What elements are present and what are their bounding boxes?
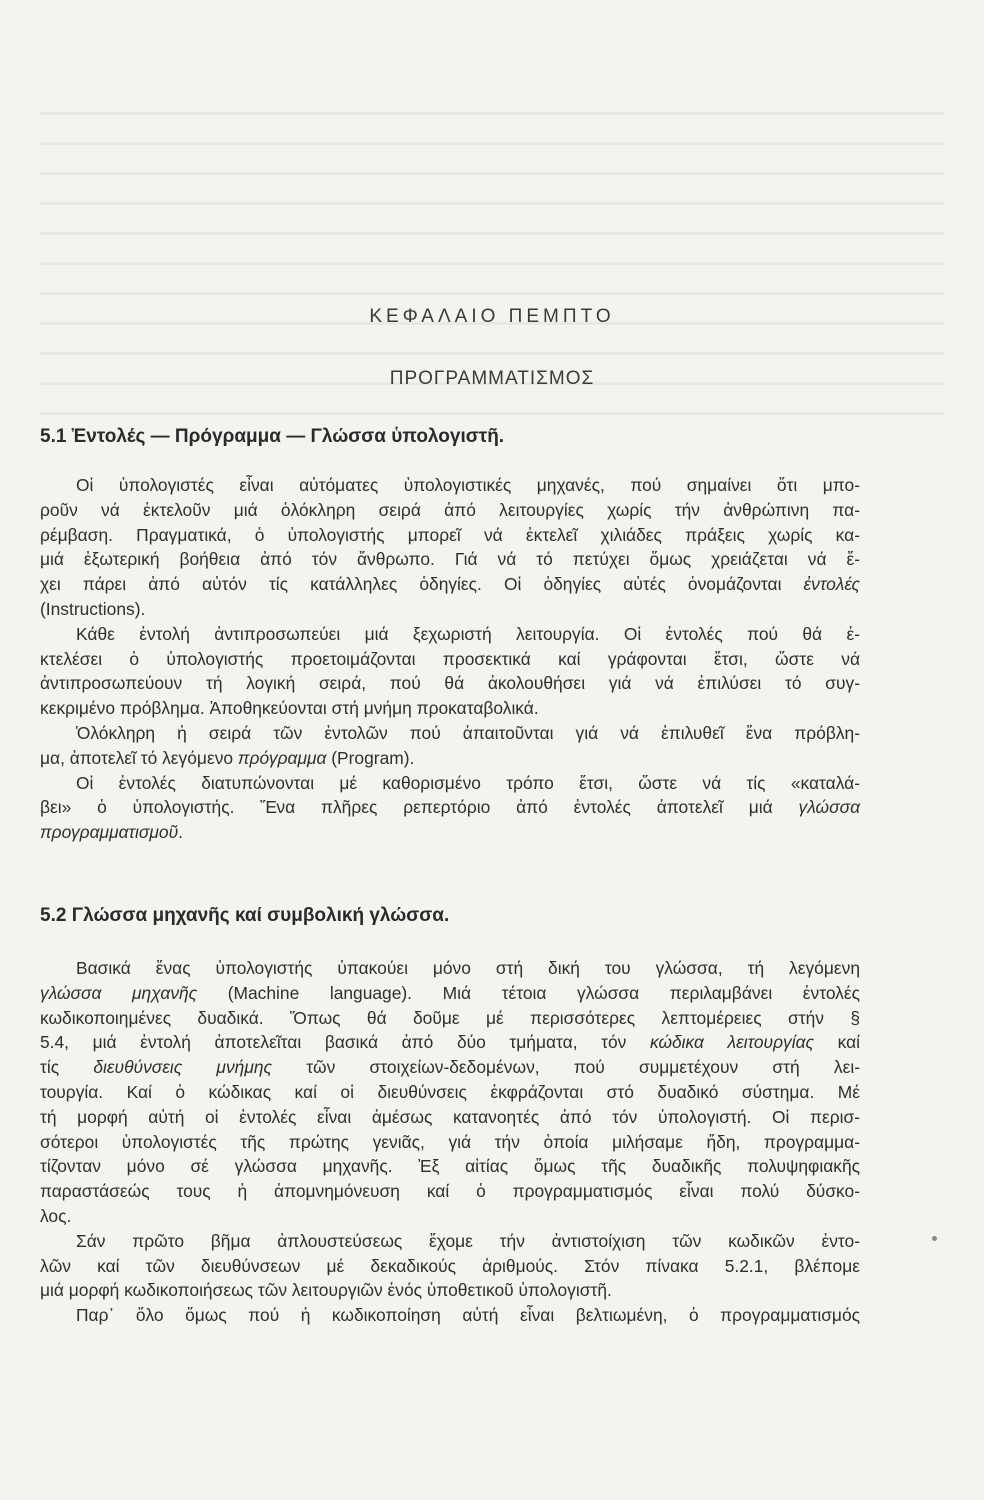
text-line: προγραμματισμοῦ.: [40, 822, 183, 843]
text-line: ροῦν νά ἐκτελοῦν μιά ὁλόκληρη σειρά ἀπό λειτουργίες χωρίς τήν ἀνθρώπινη πα-: [40, 499, 860, 520]
section-heading-5-2: 5.2 Γλώσσα μηχανῆς καί συμβολική γλώσσα.: [40, 905, 450, 926]
text-line: 5.4, μιά ἐντολή ἀποτελεῖται βασικά ἀπό δύο τμήματα, τόν κώδικα λειτουργίας καί: [40, 1032, 860, 1053]
ink-speck: [932, 1236, 937, 1241]
text-line: μα, ἀποτελεῖ τό λεγόμενο πρόγραμμα (Program).: [40, 747, 415, 768]
section-5-2-body: [40, 956, 860, 1328]
section-heading-5-1: 5.1 Ἐντολές — Πρόγραμμα — Γλώσσα ὑπολογιστῆ.: [40, 426, 505, 447]
text-line: παραστάσεώς τους ἡ ἀπομνημόνευση καί ὁ προγραμματισμός εἶναι πολύ δύσκο-: [40, 1181, 860, 1202]
chapter-subtitle: ΠΡΟΓΡΑΜΜΑΤΙΣΜΟΣ: [389, 368, 595, 389]
text-line: (Instructions).: [40, 598, 146, 619]
text-line: ρέμβαση. Πραγματικά, ὁ ὑπολογιστής μπορεῖ νά ἐκτελεῖ χιλιάδες πράξεις χωρίς κα-: [40, 524, 860, 545]
text-line: Σάν πρῶτο βῆμα ἀπλουστεύσεως ἔχομε τήν ἀντιστοίχιση τῶν κωδικῶν ἐντο-: [76, 1230, 860, 1251]
text-line: ἀντιπροσωπεύουν τή λογική σειρά, πού θά ἀκολουθήσει γιά νά ἐπιλύσει τό συγ-: [40, 673, 860, 694]
text-line: κωδικοποιημένες δυαδικά. Ὅπως θά δοῦμε μέ περισσότερες λεπτομέρειες στήν §: [40, 1007, 860, 1028]
text-line: Οἱ ἐντολές διατυπώνονται μέ καθορισμένο τρόπο ἔτσι, ὥστε νά τίς «καταλά-: [76, 772, 860, 793]
text-line: τή μορφή αὐτή οἱ ἐντολές εἶναι ἀμέσως κατανοητές ἀπό τόν ὑπολογιστή. Οἱ περισ-: [40, 1106, 860, 1127]
text-line: χει πάρει ἀπό αὐτόν τίς κατάλληλες ὁδηγίες. Οἱ ὁδηγίες αὐτές ὀνομάζονται ἐντολές: [40, 574, 860, 595]
text-line: Ὁλόκληρη ἡ σειρά τῶν ἐντολῶν πού ἀπαιτοῦνται γιά νά ἐπιλυθεῖ ἕνα πρόβλη-: [76, 722, 860, 743]
text-line: λος.: [40, 1205, 72, 1226]
text-line: λῶν καί τῶν διευθύνσεων μέ δεκαδικούς ἀριθμούς. Στόν πίνακα 5.2.1, βλέπομε: [40, 1255, 860, 1276]
text-line: σότεροι ὑπολογιστές τῆς πρώτης γενιᾶς, γιά τήν ὁποία μιλήσαμε ἤδη, προγραμμα-: [40, 1131, 860, 1152]
text-line: κτελέσει ὁ ὑπολογιστής προετοιμάζονται προσεκτικά καί γράφονται ἔτσι, ὥστε νά: [40, 648, 860, 669]
text-line: Βασικά ἕνας ὑπολογιστής ὑπακούει μόνο στή δική του γλώσσα, τή λεγόμενη: [76, 958, 860, 978]
text-line: τουργία. Καί ὁ κώδικας καί οἱ διευθύνσεις ἐκφράζονται στό δυαδικό σύστημα. Μέ: [40, 1081, 860, 1102]
text-line: Κάθε ἐντολή ἀντιπροσωπεύει μιά ξεχωριστή λειτουργία. Οἱ ἐντολές πού θά ἐ-: [76, 623, 860, 644]
section-5-1-body: [40, 473, 860, 845]
text-line: κεκριμένο πρόβλημα. Ἀποθηκεύονται στή μνήμη προκαταβολικά.: [40, 698, 539, 719]
text-line: μιά μορφή κωδικοποιήσεως τῶν λειτουργιῶν ἑνός ὑποθετικοῦ ὑπολογιστῆ.: [40, 1280, 612, 1301]
text-line: Παρ᾿ ὅλο ὅμως πού ἡ κωδικοποίηση αὐτή εἶναι βελτιωμένη, ὁ προγραμματισμός: [76, 1305, 860, 1326]
text-line: γλώσσα μηχανῆς (Machine language). Μιά τέτοια γλώσσα περιλαμβάνει ἐντολές: [40, 982, 861, 1003]
text-line: Οἱ ὑπολογιστές εἶναι αὐτόματες ὑπολογιστικές μηχανές, πού σημαίνει ὅτι μπο-: [76, 475, 860, 495]
chapter-title: ΚΕΦΑΛΑΙΟ ΠΕΜΠΤΟ: [369, 306, 615, 327]
text-line: βει» ὁ ὑπολογιστής. Ἕνα πλῆρες ρεπερτόριο ἀπό ἐντολές ἀποτελεῖ μιά γλώσσα: [40, 797, 860, 818]
text-line: τίς διευθύνσεις μνήμης τῶν στοιχείων-δεδομένων, πού συμμετέχουν στή λει-: [40, 1057, 861, 1078]
text-line: τίζονταν μόνο σέ γλώσσα μηχανῆς. Ἐξ αἰτίας ὅμως τῆς δυαδικῆς πολυψηφιακῆς: [40, 1156, 860, 1177]
text-line: μιά ἐξωτερική βοήθεια ἀπό τόν ἄνθρωπο. Γιά νά τό πετύχει ὅμως χρειάζεται νά ἔ-: [40, 549, 860, 570]
